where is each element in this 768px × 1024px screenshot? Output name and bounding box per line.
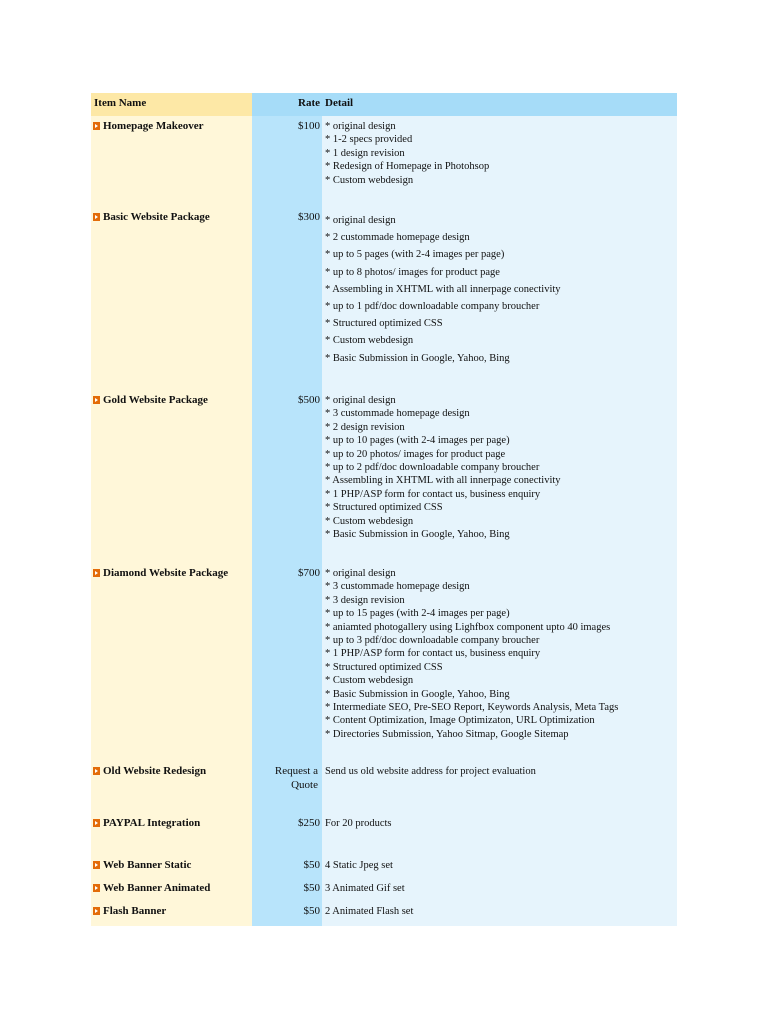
detail-line: * up to 8 photos/ images for product page bbox=[325, 266, 500, 278]
item-name-cell bbox=[93, 882, 210, 894]
item-detail-list bbox=[325, 765, 675, 778]
detail-line: * Directories Submission, Yahoo Sitmap, Google Sitemap bbox=[325, 728, 569, 740]
item-rate: $500 bbox=[298, 394, 320, 406]
item-rate: $300 bbox=[298, 211, 320, 223]
detail-line: * up to 5 pages (with 2-4 images per page) bbox=[325, 249, 505, 261]
item-rate: $700 bbox=[298, 567, 320, 579]
detail-line: * original design bbox=[325, 568, 396, 579]
orange-arrow-bullet-icon bbox=[93, 396, 100, 404]
detail-line: * Custom webdesign bbox=[325, 515, 414, 527]
detail-line: * Custom webdesign bbox=[325, 174, 414, 186]
detail-line: * Basic Submission in Google, Yahoo, Bing bbox=[325, 352, 510, 364]
header-rate-cell bbox=[252, 93, 322, 116]
orange-arrow-bullet-icon bbox=[93, 819, 100, 827]
item-name-cell bbox=[93, 211, 210, 223]
detail-line: * Assembling in XHTML with all innerpage conectivity bbox=[325, 475, 561, 487]
detail-line: * Basic Submission in Google, Yahoo, Bing bbox=[325, 688, 510, 700]
item-name-cell bbox=[93, 567, 228, 579]
detail-line: * Structured optimized CSS bbox=[325, 661, 443, 673]
item-detail-list bbox=[325, 817, 675, 830]
item-detail-list bbox=[325, 859, 675, 872]
detail-line: * original design bbox=[325, 121, 396, 132]
detail-line: * 3 design revision bbox=[325, 594, 405, 606]
item-detail-list bbox=[325, 212, 675, 367]
item-rate: $250 bbox=[298, 817, 320, 829]
orange-arrow-bullet-icon bbox=[93, 907, 100, 915]
header-rate-label: Rate bbox=[298, 97, 320, 109]
orange-arrow-bullet-icon bbox=[93, 767, 100, 775]
detail-line: * original design bbox=[325, 395, 396, 406]
detail-line: * 1 design revision bbox=[325, 147, 405, 159]
detail-line: * up to 15 pages (with 2-4 images per page) bbox=[325, 608, 510, 620]
detail-line: * Content Optimization, Image Optimizaton, URL Optimization bbox=[325, 715, 595, 727]
detail-line: * 1 PHP/ASP form for contact us, business enquiry bbox=[325, 648, 541, 660]
item-name-cell bbox=[93, 394, 208, 406]
detail-line: 4 Static Jpeg set bbox=[325, 860, 393, 871]
item-rate: $50 bbox=[303, 859, 320, 871]
item-name-cell bbox=[93, 765, 206, 777]
detail-line: * aniamted photogallery using Lighfbox component upto 40 images bbox=[325, 621, 611, 633]
detail-line: * up to 3 pdf/doc downloadable company broucher bbox=[325, 635, 540, 647]
item-name-cell bbox=[93, 817, 200, 829]
header-item-label: Item Name bbox=[94, 97, 147, 109]
detail-line: * up to 1 pdf/doc downloadable company broucher bbox=[325, 301, 540, 313]
item-detail-list bbox=[325, 394, 675, 541]
detail-line: * up to 20 photos/ images for product page bbox=[325, 448, 506, 460]
detail-line: Send us old website address for project evaluation bbox=[325, 766, 536, 777]
item-detail-list bbox=[325, 905, 675, 918]
detail-line: For 20 products bbox=[325, 818, 392, 829]
item-detail-list bbox=[325, 120, 675, 187]
orange-arrow-bullet-icon bbox=[93, 884, 100, 892]
detail-line: * Custom webdesign bbox=[325, 335, 414, 347]
detail-line: * original design bbox=[325, 215, 396, 226]
item-name: PAYPAL Integration bbox=[103, 817, 201, 829]
orange-arrow-bullet-icon bbox=[93, 861, 100, 869]
detail-line: * Custom webdesign bbox=[325, 675, 414, 687]
orange-arrow-bullet-icon bbox=[93, 569, 100, 577]
item-name: Old Website Redesign bbox=[103, 765, 207, 777]
header-item-cell bbox=[91, 93, 252, 116]
detail-line: * 2 custommade homepage design bbox=[325, 232, 470, 244]
orange-arrow-bullet-icon bbox=[93, 213, 100, 221]
item-rate: $50 bbox=[303, 905, 320, 917]
detail-line: 3 Animated Gif set bbox=[325, 883, 405, 894]
item-name: Diamond Website Package bbox=[103, 567, 229, 579]
detail-line: * Assembling in XHTML with all innerpage conectivity bbox=[325, 283, 561, 295]
item-name: Homepage Makeover bbox=[103, 120, 204, 132]
detail-line: * Redesign of Homepage in Photohsop bbox=[325, 161, 490, 173]
header-detail-label: Detail bbox=[325, 97, 354, 109]
item-name: Flash Banner bbox=[103, 905, 167, 917]
detail-line: * up to 10 pages (with 2-4 images per page) bbox=[325, 435, 510, 447]
detail-line: * up to 2 pdf/doc downloadable company broucher bbox=[325, 462, 540, 474]
item-rate: Request a Quote bbox=[274, 765, 318, 791]
detail-line: * Basic Submission in Google, Yahoo, Bing bbox=[325, 529, 510, 541]
item-name: Web Banner Animated bbox=[103, 882, 211, 894]
detail-line: * 1-2 specs provided bbox=[325, 134, 413, 146]
item-name-cell bbox=[93, 120, 204, 132]
item-rate: $100 bbox=[298, 120, 320, 132]
item-detail-list bbox=[325, 882, 675, 895]
detail-line: * 3 custommade homepage design bbox=[325, 581, 470, 593]
detail-line: * 3 custommade homepage design bbox=[325, 408, 470, 420]
item-name-cell bbox=[93, 905, 166, 917]
detail-line: * Intermediate SEO, Pre-SEO Report, Keywords Analysis, Meta Tags bbox=[325, 702, 619, 714]
detail-line: * Structured optimized CSS bbox=[325, 502, 443, 514]
item-rate: $50 bbox=[303, 882, 320, 894]
detail-line: * 2 design revision bbox=[325, 421, 405, 433]
item-name-cell bbox=[93, 859, 191, 871]
item-name: Basic Website Package bbox=[103, 211, 210, 223]
item-detail-list bbox=[325, 567, 675, 741]
price-table bbox=[91, 93, 677, 926]
detail-line: * 1 PHP/ASP form for contact us, business enquiry bbox=[325, 488, 541, 500]
header-detail-cell bbox=[322, 93, 677, 116]
item-name: Web Banner Static bbox=[103, 859, 192, 871]
detail-line: * Structured optimized CSS bbox=[325, 318, 443, 330]
orange-arrow-bullet-icon bbox=[93, 122, 100, 130]
detail-line: 2 Animated Flash set bbox=[325, 906, 414, 917]
item-name: Gold Website Package bbox=[103, 394, 208, 406]
